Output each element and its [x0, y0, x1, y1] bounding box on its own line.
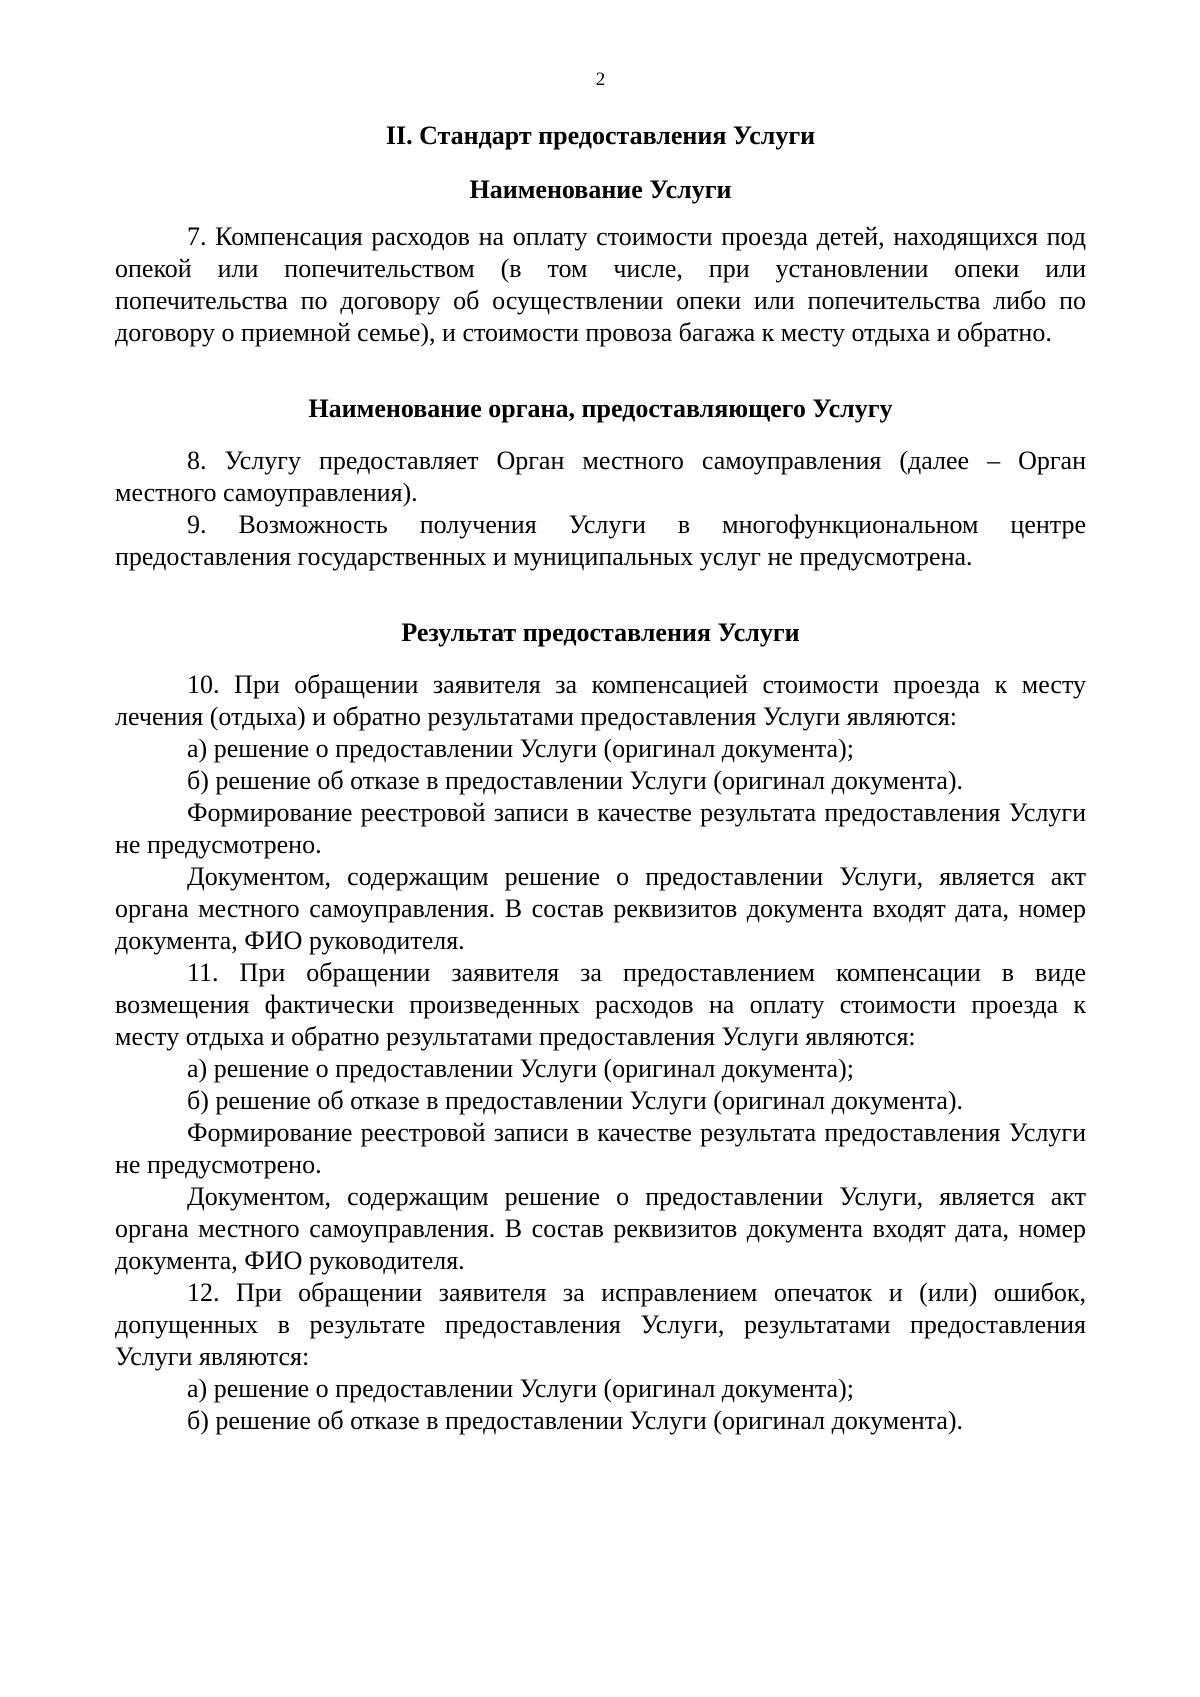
paragraph-11: 11. При обращении заявителя за предоставлением компенсации в виде возмещения фактически произведенных расходов на оплату стоимости проезда к месту отдыха и обратно результатами предоставления Услуги являются: — [115, 958, 1086, 1051]
paragraph-10-registry: Формирование реестровой записи в качестве результата предоставления Услуги не предусмотрено. — [115, 798, 1086, 859]
heading-providing-body: Наименование органа, предоставляющего Услугу — [308, 394, 893, 423]
paragraph-11-a: а) решение о предоставлении Услуги (оригинал документа); — [187, 1054, 854, 1083]
paragraph-10-b: б) решение об отказе в предоставлении Услуги (оригинал документа). — [187, 766, 964, 795]
paragraph-10-document: Документом, содержащим решение о предоставлении Услуги, является акт органа местного самоуправления. В состав реквизитов документа входят дата, номер документа, ФИО руководителя. — [115, 862, 1086, 955]
paragraph-9: 9. Возможность получения Услуги в многофункциональном центре предоставления государственных и муниципальных услуг не предусмотрена. — [115, 510, 1086, 571]
heading-service-name: Наименование Услуги — [469, 175, 732, 204]
paragraph-7: 7. Компенсация расходов на оплату стоимости проезда детей, находящихся под опекой или попечительством (в том числе, при установлении опеки или попечительства по договору об осуществлении опеки или попечительства либо по договору о приемной семье), и стоимости провоза багажа к месту отдыха и обратно. — [115, 222, 1086, 347]
paragraph-11-document: Документом, содержащим решение о предоставлении Услуги, является акт органа местного самоуправления. В состав реквизитов документа входят дата, номер документа, ФИО руководителя. — [115, 1182, 1086, 1275]
paragraph-12: 12. При обращении заявителя за исправлением опечаток и (или) ошибок, допущенных в результате предоставления Услуги, результатами предоставления Услуги являются: — [115, 1278, 1086, 1371]
paragraph-11-registry: Формирование реестровой записи в качестве результата предоставления Услуги не предусмотрено. — [115, 1118, 1086, 1179]
section-title: II. Стандарт предоставления Услуги — [385, 121, 816, 150]
paragraph-11-b: б) решение об отказе в предоставлении Услуги (оригинал документа). — [187, 1086, 964, 1115]
heading-result: Результат предоставления Услуги — [401, 618, 800, 647]
paragraph-12-b: б) решение об отказе в предоставлении Услуги (оригинал документа). — [187, 1406, 964, 1435]
paragraph-10: 10. При обращении заявителя за компенсацией стоимости проезда к месту лечения (отдыха) и обратно результатами предоставления Услуги являются: — [115, 670, 1086, 731]
paragraph-8: 8. Услугу предоставляет Орган местного самоуправления (далее – Орган местного самоуправления). — [115, 446, 1086, 507]
paragraph-10-a: а) решение о предоставлении Услуги (оригинал документа); — [187, 734, 854, 763]
page-number: 2 — [595, 69, 606, 90]
paragraph-12-a: а) решение о предоставлении Услуги (оригинал документа); — [187, 1374, 854, 1403]
